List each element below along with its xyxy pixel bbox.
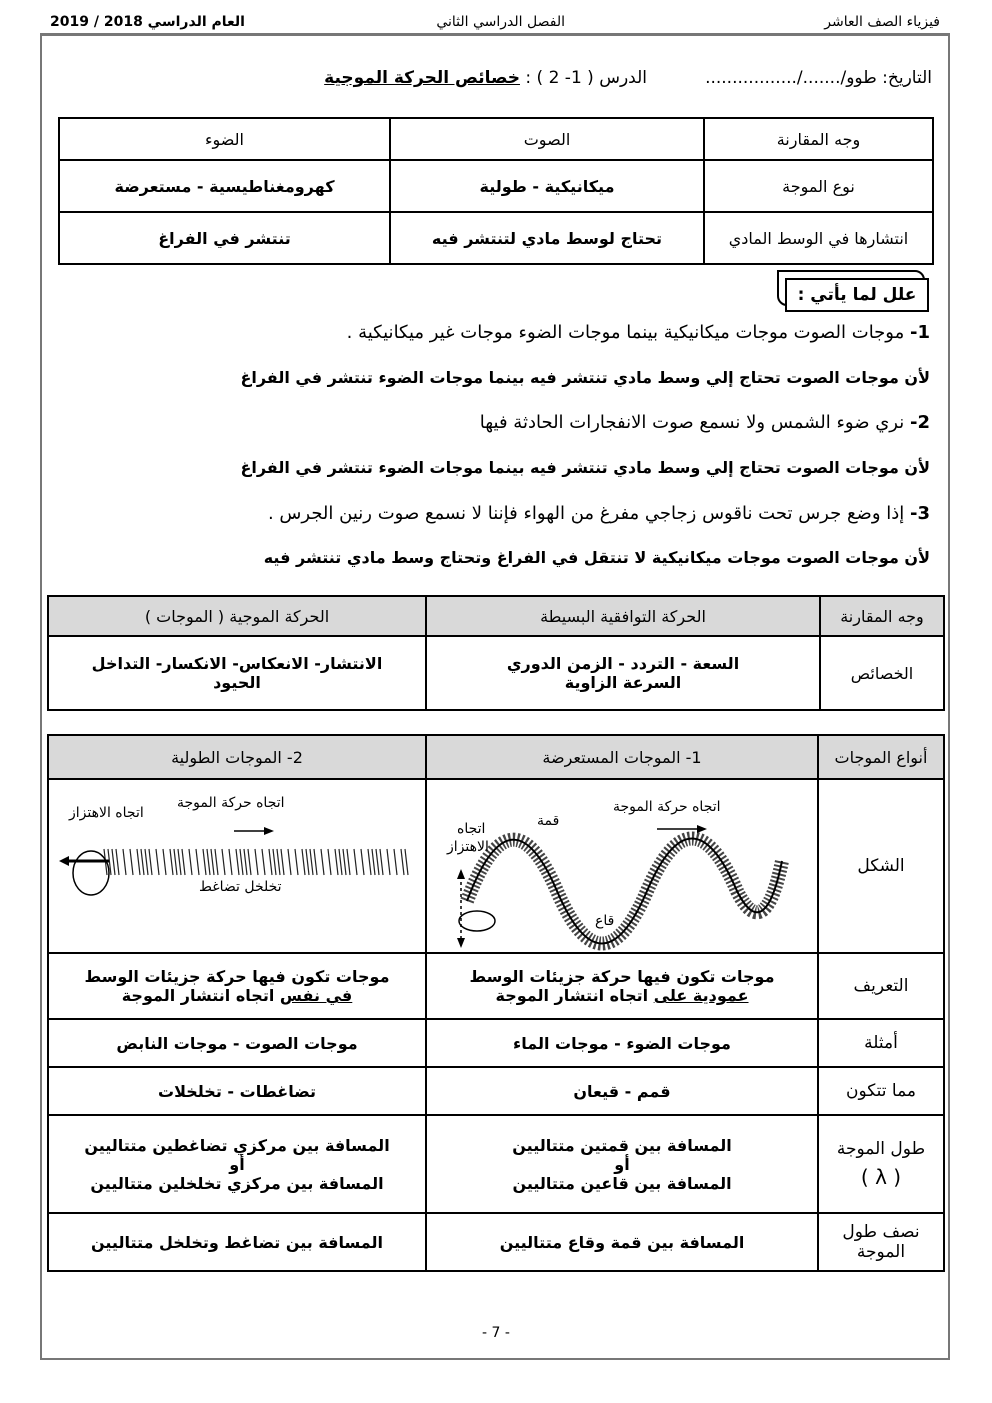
spring-coil (137, 849, 140, 875)
spring-coil (244, 849, 247, 875)
transverse-wave-figure (427, 781, 817, 951)
spring-coil (328, 849, 331, 875)
spring-coil (248, 849, 251, 875)
spring-coil (182, 849, 185, 875)
spring-coil (347, 849, 350, 875)
transverse-wavelength: المسافة بين قمتين متتاليين أو المسافة بين قاعين متتاليين (426, 1115, 818, 1213)
question-3: 3- إذا وضع جرس تحت ناقوس زجاجي مفرغ من الهواء فإننا لا نسمع صوت رنين الجرس . (267, 503, 930, 524)
longitudinal-definition: موجات تكون فيها حركة جزيئات الوسط في نفس اتجاه انتشار الموجة (48, 953, 426, 1019)
spring-coil (203, 849, 206, 875)
page-number: - 7 - (482, 1325, 510, 1341)
spring-coil (189, 849, 192, 875)
table1-cell: نوع الموجة (704, 160, 933, 212)
table1-cell: تنتشر في الفراغ (59, 212, 390, 264)
sound-light-table (58, 117, 934, 265)
table1-header: وجه المقارنة (704, 118, 933, 160)
explain-callout (777, 270, 931, 310)
spring-coil (130, 849, 133, 875)
spring-coil (145, 849, 148, 875)
definition-label: التعريف (818, 953, 944, 1019)
spring-coil (335, 849, 338, 875)
spring-coil (112, 849, 115, 875)
wave-types-table (47, 734, 945, 1272)
header-divider (40, 33, 950, 35)
hand-icon (73, 851, 109, 895)
table3-header: أنواع الموجات (818, 735, 944, 779)
transverse-motion-label: اتجاه حركة الموجة (613, 799, 721, 815)
spring-coil (310, 849, 313, 875)
arrow-head (697, 825, 707, 833)
spring-coil (262, 849, 265, 875)
spring-coil (306, 849, 309, 875)
spring-coil (343, 849, 346, 875)
spring-coil (236, 849, 239, 875)
spring-coil (401, 849, 404, 875)
spring-coils (104, 849, 408, 875)
table3-header: 1- الموجات المستعرضة (426, 735, 818, 779)
table2-header: الحركة الموجية ( الموجات ) (48, 596, 426, 636)
spring-coil (196, 849, 199, 875)
transverse-examples: موجات الضوء - موجات الماء (426, 1019, 818, 1067)
longitudinal-wave-figure (49, 781, 425, 951)
spring-coil (156, 849, 159, 875)
answer-2: لأن موجات الصوت تحتاج إلي وسط مادي تنتشر فيه بينما موجات الضوء تنتشر في الفراغ (240, 458, 930, 477)
vibration-label: اتجاه الاهتزاز (69, 805, 144, 821)
crest-label: قمة (537, 813, 560, 829)
spring-coil (405, 849, 408, 875)
motion-comparison-table (47, 595, 945, 711)
transverse-figure-cell (426, 779, 818, 953)
shape-label: الشكل (818, 779, 944, 953)
arrow-head (457, 869, 465, 879)
table2-header: وجه المقارنة (820, 596, 944, 636)
longitudinal-consists: تضاغطات - تخلخلات (48, 1067, 426, 1115)
spring-coil (387, 849, 390, 875)
table1-cell: انتشارها في الوسط المادي (704, 212, 933, 264)
spring-coil (141, 849, 144, 875)
examples-label: أمثلة (818, 1019, 944, 1067)
trough-label: قاع (595, 913, 615, 929)
spring-coil (222, 849, 225, 875)
arrow-head (59, 856, 69, 866)
spring-coil (211, 849, 214, 875)
subject-label: فيزياء الصف العاشر (824, 14, 940, 30)
spring-coil (321, 849, 324, 875)
consists-label: مما تتكون (818, 1067, 944, 1115)
transverse-consists: قمم - قيعان (426, 1067, 818, 1115)
table1-cell: كهرومغناطيسية - مستعرضة (59, 160, 390, 212)
wave-coil (467, 839, 782, 944)
table2-cell: السعة - التردد - الزمن الدوري السرعة الزاوية (426, 636, 820, 710)
lesson-title-text: خصائص الحركة الموجية (324, 68, 520, 88)
hand-icon (459, 911, 495, 931)
lesson-title (324, 68, 647, 88)
spring-coil (174, 849, 177, 875)
year-label: العام الدراسي 2018 / 2019 (50, 14, 245, 30)
table1-cell: تحتاج لوسط مادي لتنتشر فيه (390, 212, 704, 264)
arrow-head (457, 938, 465, 948)
answer-3: لأن موجات الصوت موجات ميكانيكية لا تنتقل في الفراغ وتحتاج وسط مادي تنتشر فيه (263, 548, 930, 567)
spring-coil (368, 849, 371, 875)
spring-coil (215, 849, 218, 875)
longitudinal-examples: موجات الصوت - موجات النابض (48, 1019, 426, 1067)
spring-coil (281, 849, 284, 875)
table3-header: 2- الموجات الطولية (48, 735, 426, 779)
spring-coil (123, 849, 126, 875)
spring-coil (361, 849, 364, 875)
vibration-label: اتجاه (457, 821, 486, 837)
spring-coil (178, 849, 181, 875)
spring-coil (163, 849, 166, 875)
spring-coil (229, 849, 232, 875)
spring-coil (116, 849, 119, 875)
answer-1: لأن موجات الصوت تحتاج إلي وسط مادي تنتشر فيه بينما موجات الضوء تنتشر في الفراغ (240, 368, 930, 387)
table1-cell: ميكانيكية - طولية (390, 160, 704, 212)
spring-coil (255, 849, 258, 875)
lesson-prefix: الدرس ( 1- 2 ) : (519, 68, 647, 88)
table1-header: الصوت (390, 118, 704, 160)
page-header (40, 14, 950, 34)
longitudinal-figure-cell (48, 779, 426, 953)
half-wavelength-label: نصف طول الموجة (818, 1213, 944, 1271)
question-2: 2- نري ضوء الشمس ولا نسمع صوت الانفجارات الحادثة فيها (479, 412, 930, 433)
spring-coil (394, 849, 397, 875)
transverse-definition: موجات تكون فيها حركة جزيئات الوسط عمودية على اتجاه انتشار الموجة (426, 953, 818, 1019)
spring-coil (273, 849, 276, 875)
spring-coil (380, 849, 383, 875)
spring-coil (376, 849, 379, 875)
spring-coil (302, 849, 305, 875)
table2-cell: الخصائص (820, 636, 944, 710)
table1-header: الضوء (59, 118, 390, 160)
spring-coil (240, 849, 243, 875)
arrow-head (264, 827, 274, 835)
transverse-half: المسافة بين قمة وقاع متتاليين (426, 1213, 818, 1271)
wavelength-label: طول الموجة ( λ ) (818, 1115, 944, 1213)
spring-coil (314, 849, 317, 875)
spring-coil (149, 849, 152, 875)
longitudinal-half: المسافة بين تضاغط وتخلخل متتاليين (48, 1213, 426, 1271)
spring-coil (339, 849, 342, 875)
longitudinal-motion-label: اتجاه حركة الموجة (177, 795, 285, 811)
spring-coil (207, 849, 210, 875)
spring-coil (277, 849, 280, 875)
spring-coil (269, 849, 272, 875)
lesson-line (60, 68, 932, 96)
question-1: 1- موجات الصوت موجات ميكانيكية بينما موجات الضوء موجات غير ميكانيكية . (346, 322, 930, 343)
compression-rarefaction-label: تخلخل تضاغط (199, 879, 282, 895)
vibration-label: الاهتزاز (447, 839, 489, 855)
semester-label: الفصل الدراسي الثاني (436, 14, 565, 30)
table2-cell: الانتشار- الانعكاس- الانكسار- التداخل الحيود (48, 636, 426, 710)
spring-coil (295, 849, 298, 875)
table2-header: الحركة التوافقية البسيطة (426, 596, 820, 636)
spring-coil (170, 849, 173, 875)
date-field: التاريخ: طوو/......./................. (705, 68, 932, 88)
spring-coil (288, 849, 291, 875)
spring-coil (354, 849, 357, 875)
longitudinal-wavelength: المسافة بين مركزي تضاغطين متتاليين أو المسافة بين مركزي تخلخلين متتاليين (48, 1115, 426, 1213)
explain-label: علل لما يأتي : (785, 278, 929, 312)
spring-coil (372, 849, 375, 875)
